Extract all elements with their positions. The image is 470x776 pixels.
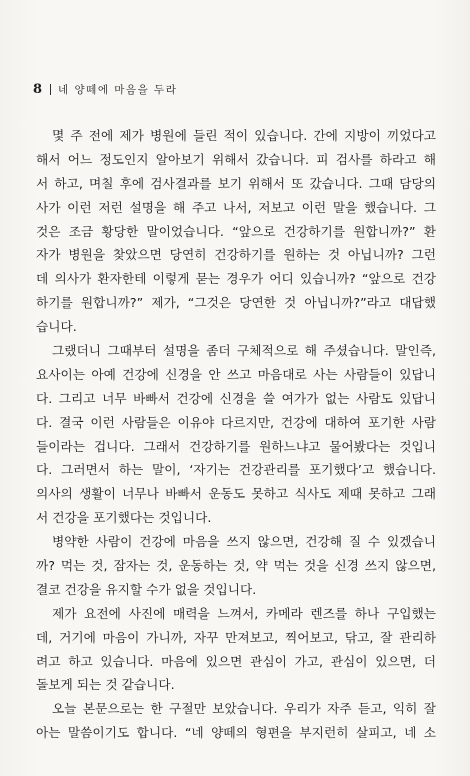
text-line: 제가 요전에 사진에 매력을 느껴서, 카메라 렌즈를 하나 구입했는 — [52, 605, 436, 621]
paragraph — [36, 339, 436, 530]
paragraph — [36, 697, 436, 745]
text-line: 자가 병원을 찾았으면 당연히 건강하기를 원하는 것 아닙니까? 그런 — [36, 247, 436, 263]
text-line: 것은 조금 황당한 말이었습니다. “앞으로 건강하기를 원합니까?” 환 — [36, 223, 436, 239]
text-line: 들이라는 겁니다. 그래서 건강하기를 원하느냐고 물어봤다는 것입니 — [36, 438, 436, 454]
text-line: 다. 그러면서 하는 말이, ‘자기는 건강관리를 포기했다’고 했습니다. — [36, 462, 436, 478]
chapter-title: 네 양떼에 마음을 두라 — [58, 83, 178, 96]
text-line: 그랬더니 그때부터 설명을 좀더 구체적으로 해 주셨습니다. 말인즉, — [52, 343, 436, 359]
text-line: 다. 결국 이런 사람들은 이유야 다르지만, 건강에 대하여 포기한 사람 — [36, 414, 436, 430]
text-line: 서 건강을 포기했다는 것입니다. — [36, 510, 212, 526]
page-number: 8 — [33, 81, 44, 97]
text-line: 서 하고, 며칠 후에 검사결과를 보기 위해서 또 갔습니다. 그때 담당의 — [36, 175, 436, 191]
paragraph — [36, 602, 436, 698]
text-line: 데, 거기에 마음이 가니까, 자꾸 만져보고, 찍어보고, 닦고, 잘 관리하 — [36, 629, 436, 645]
text-line: 까? 먹는 것, 잠자는 것, 운동하는 것, 약 먹는 것을 신경 쓰지 않으면, — [36, 558, 436, 574]
text-line: 해서 어느 정도인지 알아보기 위해서 갔습니다. 피 검사를 하라고 해 — [36, 151, 436, 167]
text-line: 돌보게 되는 것 같습니다. — [36, 677, 175, 693]
text-line: 의사의 생활이 너무나 바빠서 운동도 못하고 식사도 제때 못하고 그래 — [36, 486, 436, 502]
text-line: 사가 이런 저런 설명을 해 주고 나서, 저보고 이런 말을 했습니다. 그 — [36, 199, 436, 215]
text-line: 습니다. — [36, 319, 77, 335]
running-head — [33, 80, 177, 98]
text-line: 하기를 원합니까?” 제가, “그것은 당연한 것 아닙니까?”라고 대답했 — [36, 295, 436, 311]
text-line: 아는 말씀이기도 합니다. “네 양떼의 형편을 부지런히 살피고, 네 소 — [36, 725, 436, 741]
text-line: 결코 건강을 유지할 수가 없을 것입니다. — [36, 581, 257, 597]
text-line: 다. 그리고 너무 바빠서 건강에 신경을 쓸 여가가 없는 사람도 있답니 — [36, 390, 436, 406]
text-line: 려고 하고 있습니다. 마음에 있으면 관심이 가고, 관심이 있으면, 더 — [36, 653, 436, 669]
text-line: 몇 주 전에 제가 병원에 들린 적이 있습니다. 간에 지방이 끼었다고 — [52, 128, 436, 143]
text-line: 병약한 사람이 건강에 마음을 쓰지 않으면, 건강해 질 수 있겠습니 — [52, 534, 436, 550]
header-divider — [50, 84, 51, 95]
paragraph — [36, 124, 436, 339]
text-line: 오늘 본문으로는 한 구절만 보았습니다. 우리가 자주 듣고, 익히 잘 — [52, 701, 436, 717]
body-text — [36, 124, 436, 745]
text-line: 요사이는 아예 건강에 신경을 안 쓰고 마음대로 사는 사람들이 있답니 — [36, 366, 436, 382]
paragraph — [36, 530, 436, 602]
text-line: 데 의사가 환자한테 이렇게 묻는 경우가 어디 있습니까? “앞으로 건강 — [36, 271, 436, 287]
